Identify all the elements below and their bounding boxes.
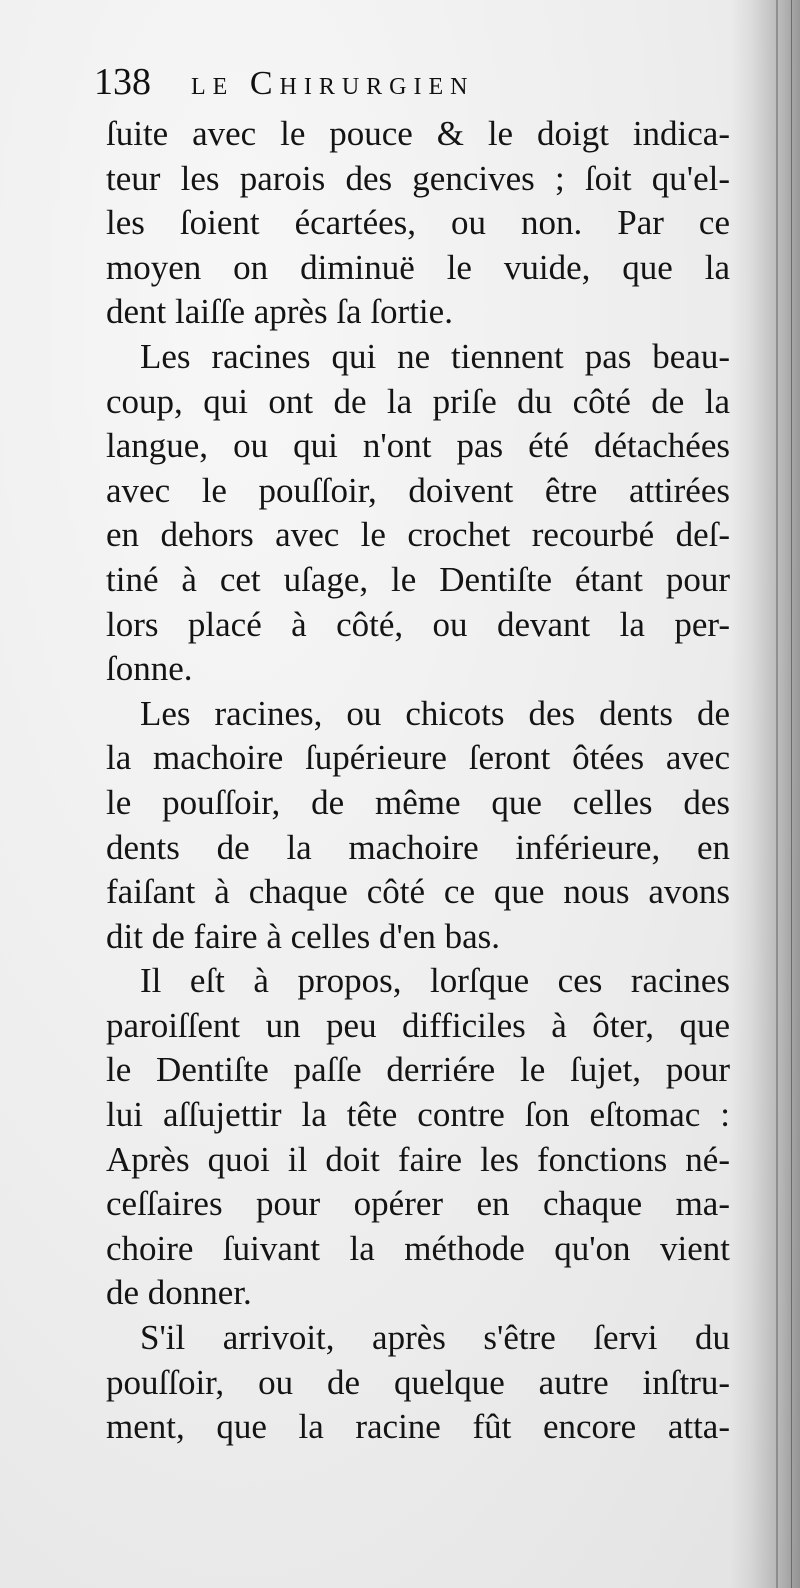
- text-line: le pouſſoir, de même que celles des: [106, 782, 730, 822]
- body-text: [106, 112, 730, 1450]
- text-line: langue, ou qui n'ont pas été détachées: [106, 426, 730, 466]
- text-line: la machoire ſupérieure ſeront ôtées avec: [106, 738, 730, 778]
- text-line: le Dentiſte paſſe derriére le ſujet, pour: [106, 1050, 730, 1090]
- text-line: avec le pouſſoir, doivent être attirées: [106, 470, 730, 510]
- text-line: ſonne.: [106, 649, 193, 689]
- text-line: dent laiſſe après ſa ſortie.: [106, 292, 453, 332]
- text-line: de donner.: [106, 1273, 252, 1313]
- text-line: tiné à cet uſage, le Dentiſte étant pour: [106, 559, 730, 599]
- text-line: lui aſſujettir la tête contre ſon eſtomac :: [106, 1095, 730, 1135]
- page-edge: [776, 0, 778, 1588]
- text-line: Il eſt à propos, lorſque ces racines: [140, 961, 730, 1001]
- text-line: paroiſſent un peu difficiles à ôter, que: [106, 1005, 730, 1045]
- text-line: lors placé à côté, ou devant la per-: [106, 604, 730, 644]
- page-edge-outer: [791, 0, 792, 1588]
- text-line: en dehors avec le crochet recourbé deſ-: [106, 515, 730, 555]
- text-line: teur les parois des gencives ; ſoit qu'el-: [106, 158, 730, 198]
- text-line: Après quoi il doit faire les fonctions né-: [106, 1139, 730, 1179]
- text-line: ceſſaires pour opérer en chaque ma-: [106, 1184, 730, 1224]
- text-line: dit de faire à celles d'en bas.: [106, 916, 501, 956]
- text-line: faiſant à chaque côté ce que nous avons: [106, 872, 730, 912]
- text-line: Les racines qui ne tiennent pas beau-: [140, 336, 730, 376]
- text-line: Les racines, ou chicots des dents de: [140, 693, 730, 733]
- text-line: les ſoient écartées, ou non. Par ce: [106, 203, 730, 243]
- text-line: ment, que la racine fût encore atta-: [106, 1407, 730, 1447]
- page-header: [94, 60, 475, 110]
- text-line: coup, qui ont de la priſe du côté de la: [106, 381, 730, 421]
- text-line: ſuite avec le pouce & le doigt indica-: [106, 114, 730, 153]
- text-line: dents de la machoire inférieure, en: [106, 827, 730, 867]
- text-line: pouſſoir, ou de quelque autre inſtru-: [106, 1362, 730, 1402]
- text-line: choire ſuivant la méthode qu'on vient: [106, 1228, 730, 1268]
- running-title: le Chirurgien: [191, 65, 475, 102]
- page-gutter-shadow: [730, 0, 800, 1588]
- page-number: 138: [94, 61, 151, 103]
- text-line: moyen on diminuë le vuide, que la: [106, 247, 730, 287]
- text-line: S'il arrivoit, après s'être ſervi du: [140, 1318, 730, 1358]
